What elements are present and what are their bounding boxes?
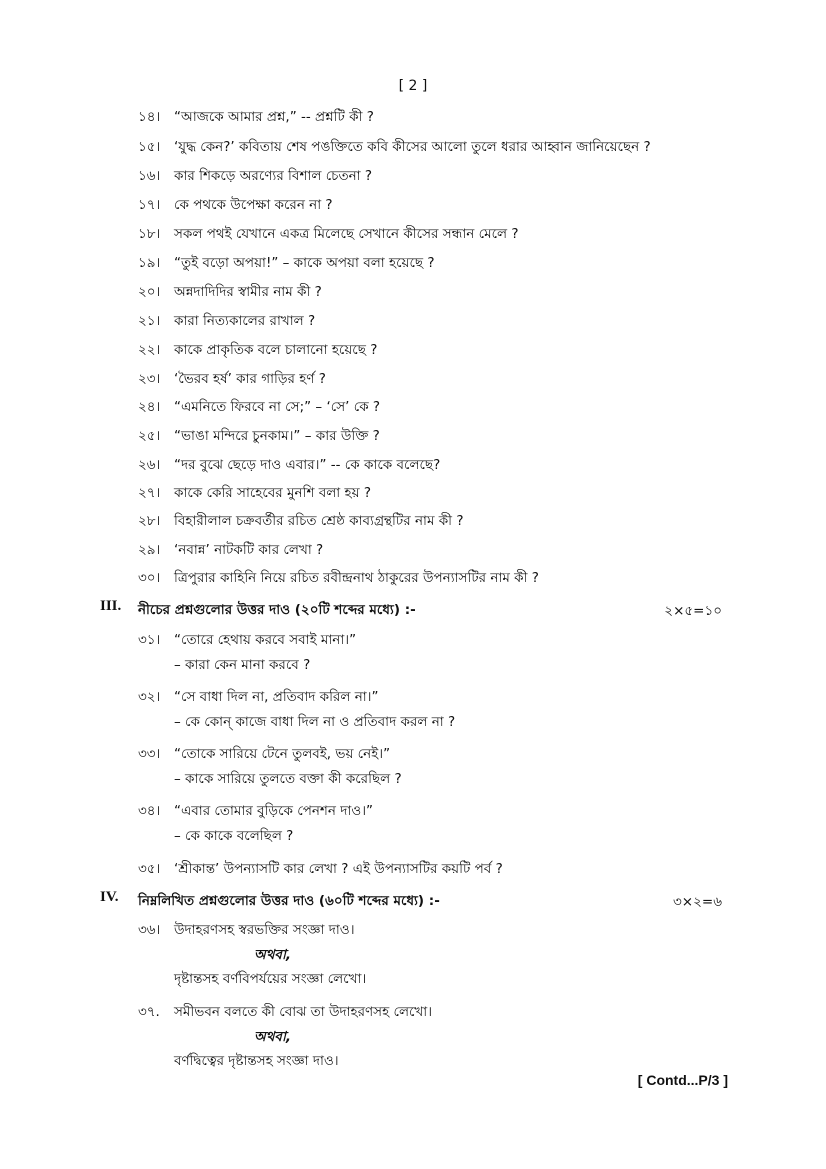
question-16 bbox=[138, 165, 372, 188]
question-text: ‘শ্রীকান্ত’ উপন্যাসটি কার লেখা ? এই উপন্যাসটির কয়টি পর্ব ? bbox=[174, 861, 503, 877]
question-30 bbox=[138, 567, 539, 590]
question-18 bbox=[138, 223, 519, 246]
question-text: কারা নিত্যকালের রাখাল ? bbox=[174, 313, 316, 329]
question-text: “আজকে আমার প্রশ্ন,” -- প্রশ্নটি কী ? bbox=[174, 109, 374, 125]
question-36-alternative: দৃষ্টান্তসহ বর্ণবিপর্যয়ের সংজ্ঞা লেখো। bbox=[174, 971, 367, 987]
question-number: ৩৩। bbox=[138, 746, 161, 762]
question-26 bbox=[138, 454, 440, 477]
question-text: কাকে কেরি সাহেবের মুনশি বলা হয় ? bbox=[174, 485, 372, 501]
question-number: ১৬। bbox=[138, 168, 161, 184]
question-number: ২১। bbox=[138, 313, 161, 329]
question-number: ২৮। bbox=[138, 513, 161, 529]
question-text: ‘যুদ্ধ কেন?’ কবিতায় শেষ পঙক্তিতে কবি কীসের আলো তুলে ধরার আহ্বান জানিয়েছেন ? bbox=[174, 139, 651, 155]
question-number: ৩০। bbox=[138, 570, 161, 586]
question-number: ১৯। bbox=[138, 255, 161, 271]
question-text: “ভাঙা মন্দিরে চুনকাম।” – কার উক্তি ? bbox=[174, 428, 380, 444]
question-15 bbox=[138, 136, 651, 159]
question-31-sub: – কারা কেন মানা করবে ? bbox=[174, 657, 311, 673]
question-number: ৩৫। bbox=[138, 861, 161, 877]
question-text: “সে বাধা দিল না, প্রতিবাদ করিল না।” bbox=[174, 689, 379, 705]
question-text: “তোরে হেথায় করবে সবাই মানা।” bbox=[174, 632, 357, 648]
question-text: কে পথকে উপেক্ষা করেন না ? bbox=[174, 197, 333, 213]
question-37 bbox=[138, 1001, 432, 1024]
question-text: “এমনিতে ফিরবে না সে;” – ‘সে’ কে ? bbox=[174, 399, 381, 415]
question-27 bbox=[138, 482, 371, 505]
question-22 bbox=[138, 339, 377, 362]
question-number: ২৪। bbox=[138, 399, 161, 415]
question-number: ২৯। bbox=[138, 542, 161, 558]
question-text: ‘ভৈরব হর্ষ’ কার গাড়ির হর্ণ ? bbox=[174, 371, 326, 387]
question-35 bbox=[138, 858, 503, 881]
question-number: ২৩। bbox=[138, 371, 161, 387]
section-4-marks: ৩×২=৬ bbox=[673, 894, 722, 910]
section-4-title: নিম্নলিখিত প্রশ্নগুলোর উত্তর দাও (৬০টি শব্দের মধ্যে) :- bbox=[138, 893, 440, 909]
question-36-or: অথবা, bbox=[254, 947, 291, 963]
section-3-title: নীচের প্রশ্নগুলোর উত্তর দাও (২০টি শব্দের মধ্যে) :- bbox=[138, 602, 416, 618]
question-text: “তোকে সারিয়ে টেনে তুলবই, ভয় নেই।” bbox=[174, 746, 391, 762]
question-text: কাকে প্রাকৃতিক বলে চালানো হয়েছে ? bbox=[174, 342, 378, 358]
section-4-numeral: IV. bbox=[100, 889, 119, 905]
question-31 bbox=[138, 629, 356, 652]
question-text: “এবার তোমার বুড়িকে পেনশন দাও।” bbox=[174, 803, 374, 819]
question-text: “তুই বড়ো অপয়া!” – কাকে অপয়া বলা হয়েছে ? bbox=[174, 255, 435, 271]
question-33 bbox=[138, 743, 390, 766]
page-number: [ 2 ] bbox=[398, 78, 428, 94]
question-17 bbox=[138, 194, 333, 217]
question-33-sub: – কাকে সারিয়ে তুলতে বক্তা কী করেছিল ? bbox=[174, 771, 402, 787]
question-text: সকল পথই যেখানে একত্র মিলেছে সেখানে কীসের সন্ধান মেলে ? bbox=[174, 226, 519, 242]
question-number: ৩৬। bbox=[138, 922, 161, 938]
question-number: ১৪। bbox=[138, 109, 161, 125]
question-20 bbox=[138, 281, 322, 304]
question-number: ২০। bbox=[138, 284, 161, 300]
question-29 bbox=[138, 539, 323, 562]
question-number: ২৬। bbox=[138, 457, 161, 473]
section-3-marks: ২×৫=১০ bbox=[664, 603, 722, 619]
section-3-numeral: III. bbox=[100, 598, 122, 614]
question-text: “দর বুঝে ছেড়ে দাও এবার।” -- কে কাকে বলেছে? bbox=[174, 457, 441, 473]
question-21 bbox=[138, 310, 315, 333]
question-number: ১৮। bbox=[138, 226, 161, 242]
question-number: ১৭। bbox=[138, 197, 161, 213]
question-text: ‘নবান্ন’ নাটকটি কার লেখা ? bbox=[174, 542, 324, 558]
question-23 bbox=[138, 368, 326, 391]
question-text: কার শিকড়ে অরণ্যের বিশাল চেতনা ? bbox=[174, 168, 373, 184]
question-number: ২২। bbox=[138, 342, 161, 358]
question-text: ত্রিপুরার কাহিনি নিয়ে রচিত রবীন্দ্রনাথ ঠাকুরের উপন্যাসটির নাম কী ? bbox=[174, 570, 539, 586]
question-number: ৩২। bbox=[138, 689, 161, 705]
question-28 bbox=[138, 510, 464, 533]
question-text: অন্নদাদিদির স্বামীর নাম কী ? bbox=[174, 284, 322, 300]
question-number: ২৭। bbox=[138, 485, 161, 501]
question-37-or: অথবা, bbox=[254, 1029, 291, 1045]
question-32 bbox=[138, 686, 379, 709]
question-text: বিহারীলাল চক্রবর্তীর রচিত শ্রেষ্ঠ কাব্যগ্রন্থটির নাম কী ? bbox=[174, 513, 464, 529]
question-number: ১৫। bbox=[138, 139, 161, 155]
question-text: উদাহরণসহ স্বরভক্তির সংজ্ঞা দাও। bbox=[174, 922, 355, 938]
question-number: ৩৭. bbox=[138, 1004, 160, 1020]
question-37-alternative: বর্ণদ্বিত্বের দৃষ্টান্তসহ সংজ্ঞা দাও। bbox=[174, 1053, 339, 1069]
question-34 bbox=[138, 800, 373, 823]
question-19 bbox=[138, 252, 435, 275]
question-32-sub: – কে কোন্ কাজে বাধা দিল না ও প্রতিবাদ করল না ? bbox=[174, 714, 456, 730]
question-number: ৩৪। bbox=[138, 803, 161, 819]
question-24 bbox=[138, 396, 380, 419]
question-25 bbox=[138, 425, 380, 448]
question-number: ৩১। bbox=[138, 632, 161, 648]
question-34-sub: – কে কাকে বলেছিল ? bbox=[174, 828, 294, 844]
question-36 bbox=[138, 919, 355, 942]
question-14 bbox=[138, 106, 374, 129]
question-number: ২৫। bbox=[138, 428, 161, 444]
continued-footer: [ Contd...P/3 ] bbox=[637, 1072, 728, 1088]
question-text: সমীভবন বলতে কী বোঝ তা উদাহরণসহ লেখো। bbox=[174, 1004, 433, 1020]
